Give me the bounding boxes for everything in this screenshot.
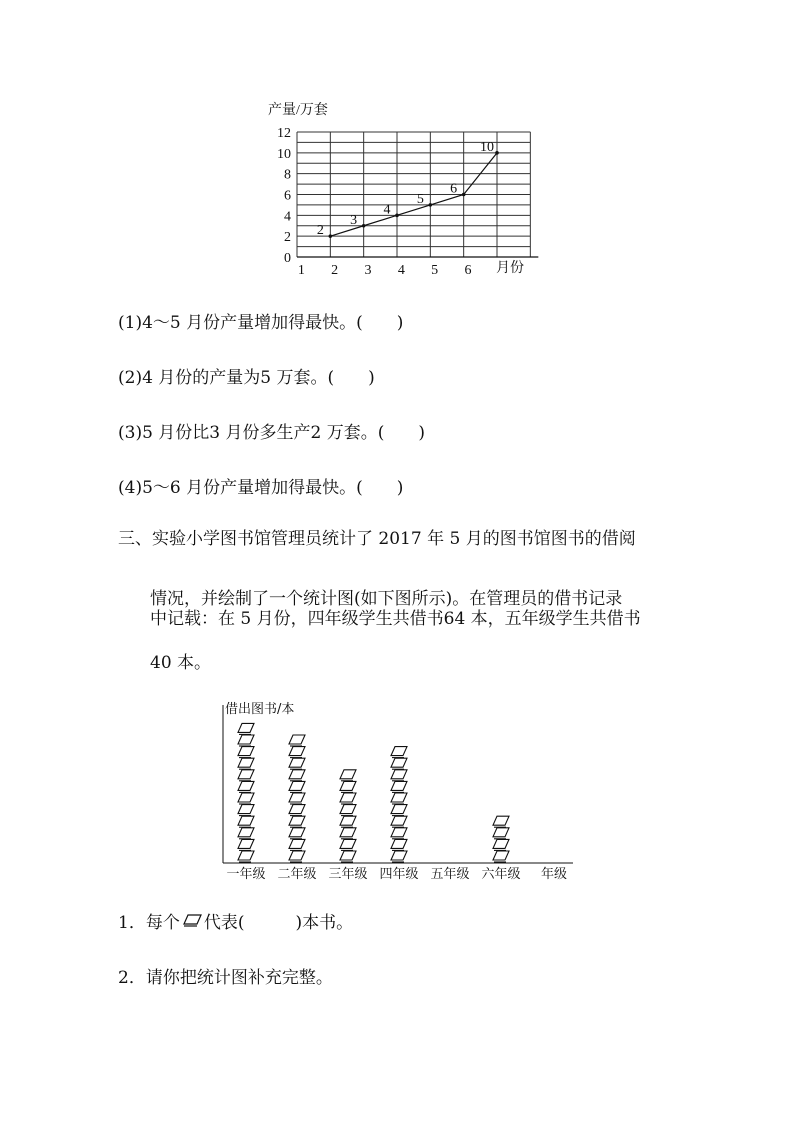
x-tick-label: 3 (364, 263, 372, 278)
book-icon (289, 851, 305, 862)
book-icon (238, 735, 254, 746)
book-icon (340, 851, 356, 862)
book-icon (289, 839, 305, 850)
book-icon (340, 781, 356, 792)
book-icon (238, 723, 254, 734)
question-4: (4)5～6 月份产量增加得最快。( ) (118, 478, 404, 498)
data-label: 2 (316, 223, 324, 239)
line-chart-xlabel: 月份 (496, 261, 524, 276)
book-icon (289, 781, 305, 792)
book-icon (340, 828, 356, 839)
category-label: 五年级 (430, 867, 470, 882)
x-tick-label: 1 (297, 263, 305, 278)
data-label: 5 (416, 191, 424, 207)
book-icon (289, 828, 305, 839)
book-icon (289, 816, 305, 827)
y-tick-label: 0 (284, 251, 291, 266)
book-icon (238, 828, 254, 839)
category-label: 三年级 (328, 867, 368, 882)
section3-line4: 40 本。 (150, 653, 212, 673)
book-icon (493, 816, 509, 827)
line-chart-x-ticks (298, 263, 472, 278)
data-label: 10 (480, 139, 494, 155)
data-label: 3 (350, 212, 358, 228)
x-tick-label: 4 (397, 263, 405, 278)
pictograph-xlabel: 年级 (541, 867, 568, 882)
data-point (429, 203, 433, 207)
data-label: 4 (383, 202, 391, 218)
book-icon (238, 747, 254, 758)
book-icon (289, 747, 305, 758)
book-icon (493, 851, 509, 862)
book-icon (391, 747, 407, 758)
book-icon (238, 758, 254, 769)
question-3: (3)5 月份比3 月份多生产2 万套。( ) (118, 423, 426, 443)
book-icon (238, 839, 254, 850)
x-tick-label: 5 (431, 263, 439, 278)
book-icon (238, 805, 254, 816)
book-icon (340, 816, 356, 827)
production-line-chart (250, 95, 540, 285)
book-icon (391, 793, 407, 804)
book-icon (289, 758, 305, 769)
book-borrowing-pictograph (215, 695, 585, 885)
category-label: 六年级 (481, 867, 521, 882)
pictograph-ylabel: 借出图书/本 (225, 702, 295, 717)
book-icon (391, 851, 407, 862)
book-icon (391, 781, 407, 792)
y-tick-label: 6 (284, 188, 291, 204)
book-icon (391, 828, 407, 839)
data-point (495, 151, 499, 155)
book-icon (182, 914, 202, 928)
x-tick-label: 6 (464, 263, 472, 278)
sub-question-1-prefix: 1．每个 (118, 913, 180, 933)
book-icon (289, 735, 305, 746)
y-tick-label: 12 (277, 126, 291, 141)
data-point (362, 224, 366, 228)
book-icon (340, 793, 356, 804)
book-icon (289, 805, 305, 816)
y-tick-label: 8 (284, 167, 291, 183)
data-label: 6 (450, 181, 458, 197)
book-icon (391, 770, 407, 781)
book-icon (391, 758, 407, 769)
section3-line1: 三、实验小学图书馆管理员统计了 2017 年 5 月的图书馆图书的借阅 (118, 529, 636, 549)
book-icon (391, 839, 407, 850)
book-icon (391, 816, 407, 827)
book-icon (493, 839, 509, 850)
category-label: 四年级 (379, 867, 419, 882)
line-chart-ylabel: 产量/万套 (268, 103, 328, 118)
line-chart-y-ticks (277, 126, 291, 266)
book-icon (238, 793, 254, 804)
y-tick-label: 10 (277, 146, 291, 162)
y-tick-label: 2 (284, 230, 291, 246)
book-icon (391, 805, 407, 816)
y-tick-label: 4 (284, 209, 291, 225)
question-1: (1)4～5 月份产量增加得最快。( ) (118, 313, 404, 333)
sub-question-2: 2．请你把统计图补充完整。 (118, 968, 333, 988)
section3-line2: 情况，并绘制了一个统计图(如下图所示)。在管理员的借书记录 (150, 589, 623, 609)
book-icon (238, 781, 254, 792)
book-icon (493, 828, 509, 839)
section3-line3: 中记载：在 5 月份，四年级学生共借书64 本，五年级学生共借书 (150, 609, 641, 629)
data-point (395, 214, 399, 218)
book-icon (340, 839, 356, 850)
x-tick-label: 2 (331, 263, 339, 278)
book-icon (238, 851, 254, 862)
data-point (462, 193, 466, 197)
book-icon (289, 770, 305, 781)
category-label: 一年级 (226, 867, 266, 882)
pictograph-icons (238, 723, 509, 862)
category-label: 二年级 (277, 867, 317, 882)
book-icon (340, 770, 356, 781)
book-icon (340, 805, 356, 816)
pictograph-categories (226, 866, 520, 882)
sub-question-1-suffix: 代表( )本书。 (203, 913, 354, 933)
book-icon (289, 793, 305, 804)
data-point (329, 234, 333, 238)
sub-question-1 (118, 908, 353, 933)
book-icon (238, 770, 254, 781)
book-icon (238, 816, 254, 827)
question-2: (2)4 月份的产量为5 万套。( ) (118, 368, 375, 388)
